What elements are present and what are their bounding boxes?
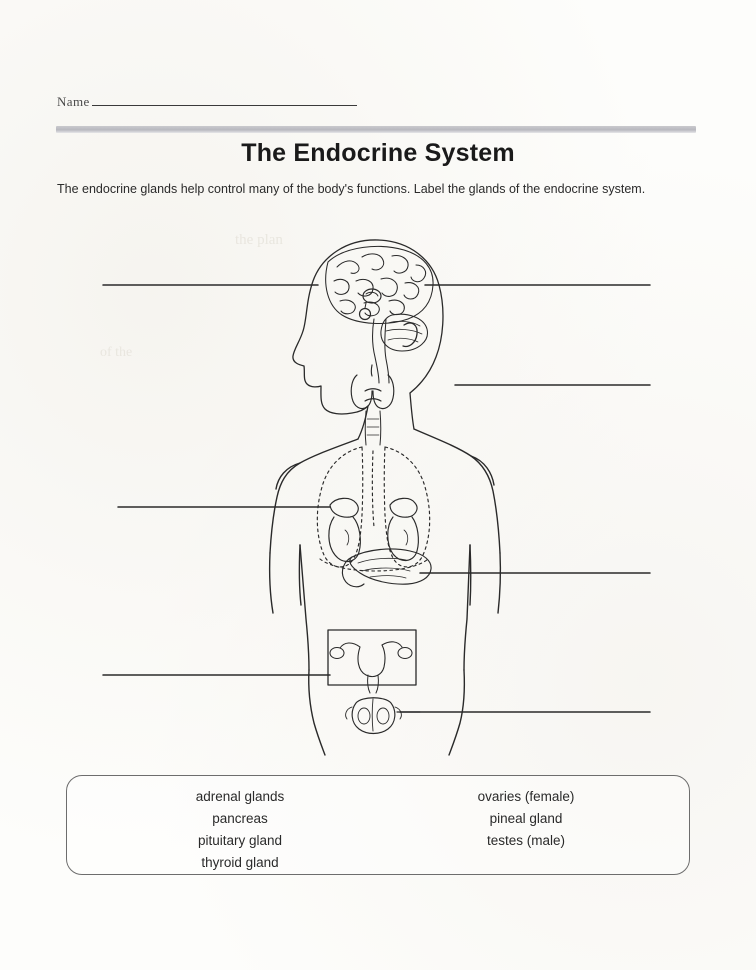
word-bank-column-right	[383, 786, 689, 873]
body-outline	[270, 429, 501, 755]
page-title: The Endocrine System	[241, 139, 515, 167]
word-bank-column-left	[67, 786, 383, 873]
adrenal-glands	[329, 498, 419, 561]
instructions-text: The endocrine glands help control many of the body's functions. Label the glands of the endocrine system.	[57, 182, 646, 196]
name-field-row[interactable]	[57, 95, 357, 108]
word-bank-item: thyroid gland	[201, 854, 279, 870]
testes	[346, 698, 402, 734]
scan-bleed-mark-2: of the	[100, 345, 133, 360]
thyroid-gland	[351, 365, 394, 445]
word-bank-item: pancreas	[212, 810, 268, 826]
word-bank	[66, 775, 690, 875]
lungs	[317, 447, 429, 567]
word-bank-item: adrenal glands	[195, 789, 285, 804]
brain	[326, 246, 433, 323]
endocrine-diagram	[0, 215, 756, 760]
header-divider-bar	[56, 126, 696, 133]
word-bank-item: testes (male)	[486, 832, 566, 848]
word-bank-item: ovaries (female)	[477, 789, 575, 804]
answer-line-group	[103, 285, 650, 712]
pituitary-gland	[360, 303, 371, 320]
name-label: Name	[57, 94, 90, 109]
word-bank-item: pituitary gland	[197, 832, 283, 848]
name-write-line[interactable]	[92, 104, 357, 106]
word-bank-item: pineal gland	[489, 810, 563, 826]
ovaries-uterus-box	[328, 630, 416, 693]
head-outline	[293, 240, 443, 439]
scan-bleed-mark-1: the plan	[235, 232, 283, 248]
cerebellum-brainstem	[373, 314, 428, 383]
diaphragm	[320, 559, 428, 571]
